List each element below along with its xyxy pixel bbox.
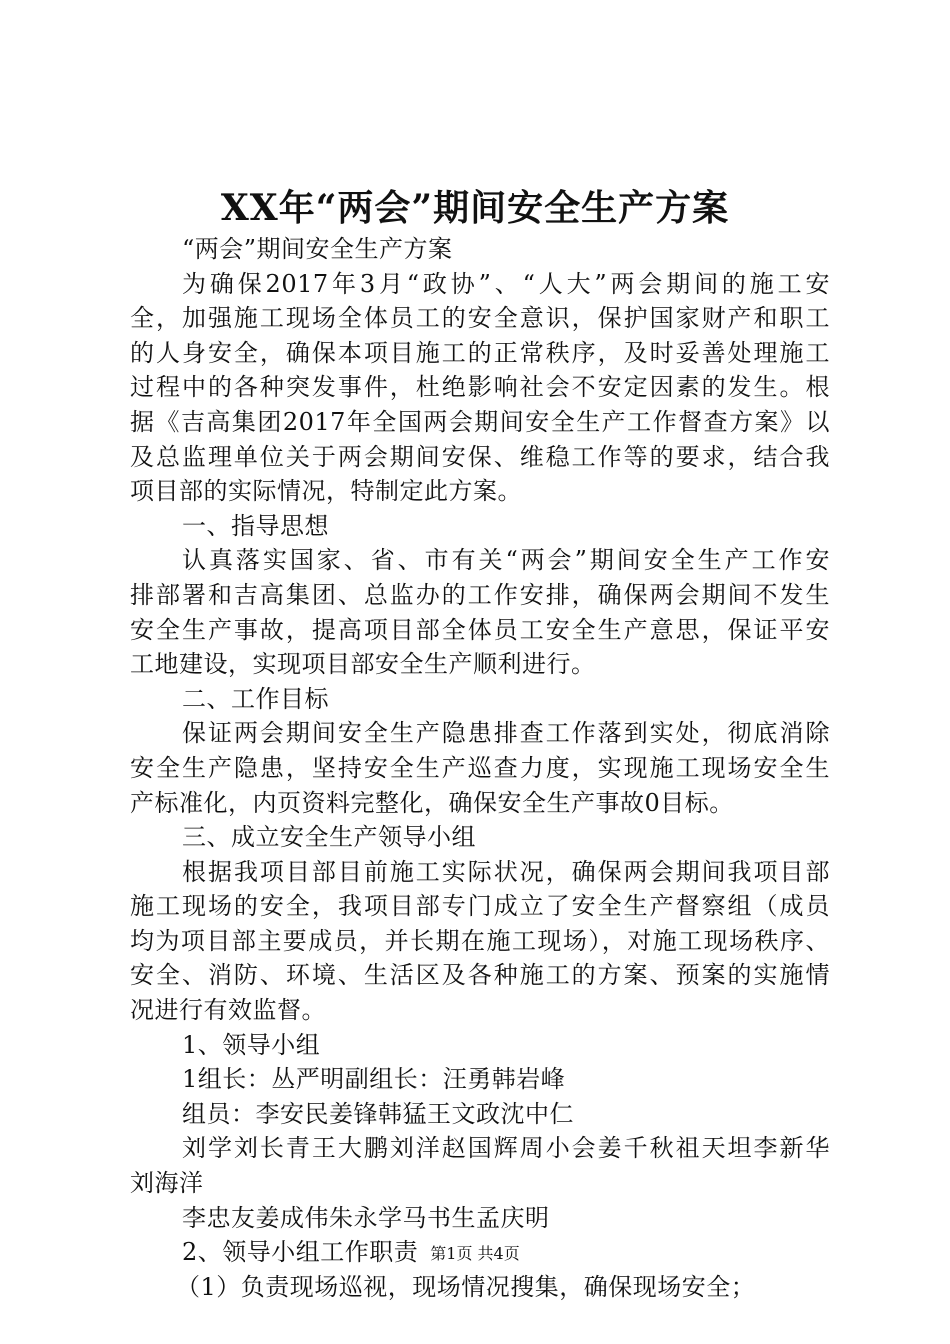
- paragraph-line: 据《吉高集团2017年全国两会期间安全生产工作督查方案》以: [130, 407, 830, 436]
- paragraph-line: 均为项目部主要成员，并长期在施工现场），对施工现场秩序、: [130, 926, 830, 955]
- paragraph-line: 况进行有效监督。: [130, 996, 326, 1025]
- paragraph-line: 排部署和吉高集团、总监办的工作安排，确保两会期间不发生: [130, 580, 830, 609]
- section-heading: 一、指导思想: [182, 511, 329, 540]
- page-number: 第1页 共4页: [430, 1244, 520, 1263]
- subsection-heading: 1、领导小组: [182, 1030, 321, 1059]
- paragraph-line: 产标准化，内页资料完整化，确保安全生产事故0目标。: [130, 788, 734, 817]
- member-line: 刘学刘长青王大鹏刘洋赵国辉周小会姜千秋祖天坦李新华: [182, 1134, 830, 1163]
- paragraph-line: 及总监理单位关于两会期间安保、维稳工作等的要求，结合我: [130, 442, 830, 471]
- paragraph-line: 工地建设，实现项目部安全生产顺利进行。: [130, 650, 596, 679]
- paragraph-line: 施工现场的安全，我项目部专门成立了安全生产督察组（成员: [130, 892, 830, 921]
- section-heading: 三、成立安全生产领导小组: [182, 823, 476, 852]
- paragraph-line: 的人身安全，确保本项目施工的正常秩序，及时妥善处理施工: [130, 338, 830, 367]
- paragraph-line: 保证两会期间安全生产隐患排查工作落到实处，彻底消除: [182, 719, 830, 748]
- member-line: 组员：李安民姜锋韩猛王文政沈中仁: [182, 1099, 574, 1128]
- paragraph-line: 根据我项目部目前施工实际状况，确保两会期间我项目部: [182, 857, 830, 886]
- paragraph-line: 为确保2017年3月“政协”、“人大”两会期间的施工安: [182, 269, 830, 298]
- paragraph-line: 安全生产隐患，坚持安全生产巡查力度，实现施工现场安全生: [130, 753, 830, 782]
- paragraph-line: 安全、消防、环境、生活区及各种施工的方案、预案的实施情: [130, 961, 830, 990]
- document-body: [130, 232, 830, 1304]
- member-line: 李忠友姜成伟朱永学马书生孟庆明: [182, 1203, 550, 1232]
- section-heading: 二、工作目标: [182, 684, 329, 713]
- paragraph-line: 全，加强施工现场全体员工的安全意识，保护国家财产和职工: [130, 304, 830, 333]
- leader-line: 1组长：丛严明副组长：汪勇韩岩峰: [182, 1065, 566, 1094]
- duty-item: （1）负责现场巡视，现场情况搜集，确保现场安全；: [176, 1272, 756, 1301]
- document-title: XX年“两会”期间安全生产方案: [220, 187, 730, 229]
- paragraph-line: 项目部的实际情况，特制定此方案。: [130, 477, 522, 506]
- subtitle-line: “两会”期间安全生产方案: [182, 235, 453, 263]
- paragraph-line: 过程中的各种突发事件，杜绝影响社会不安定因素的发生。根: [130, 373, 830, 402]
- paragraph-line: 认真落实国家、省、市有关“两会”期间安全生产工作安: [182, 546, 830, 575]
- paragraph-line: 安全生产事故，提高项目部全体员工安全生产意思，保证平安: [130, 615, 830, 644]
- member-line: 刘海洋: [130, 1169, 204, 1198]
- subsection-heading: 2、领导小组工作职责: [182, 1238, 419, 1267]
